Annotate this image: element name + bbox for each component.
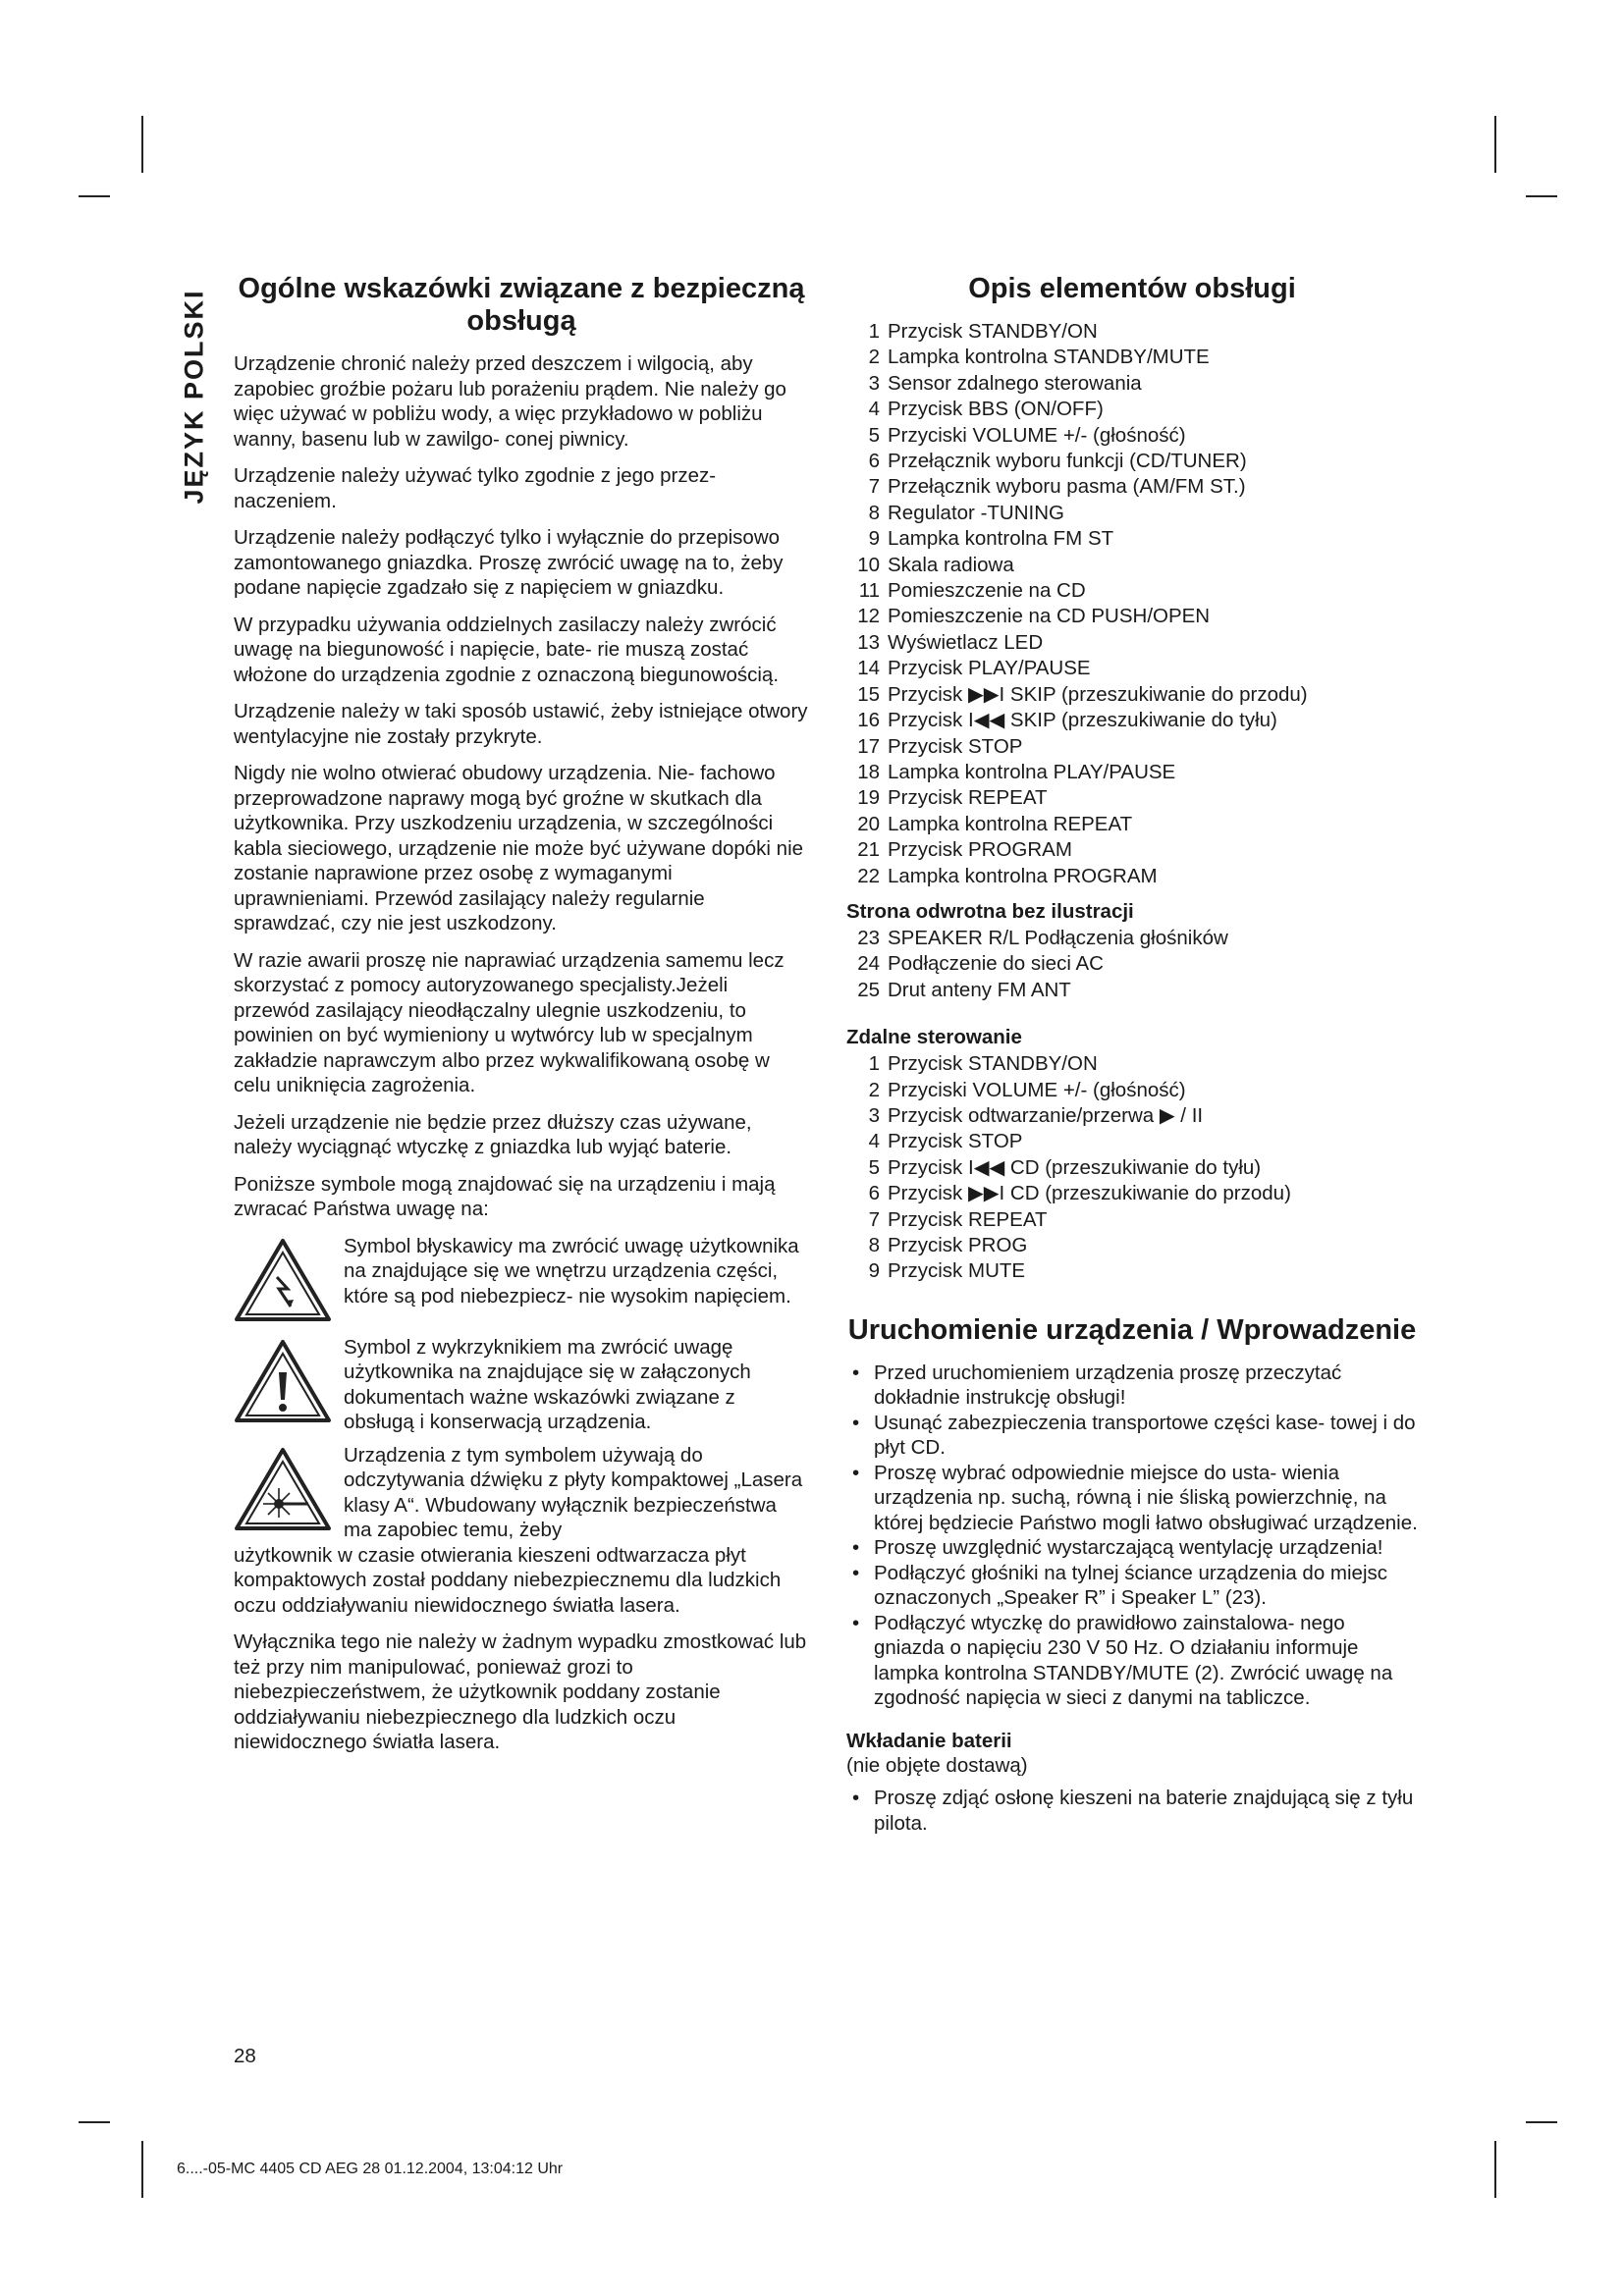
rear-item-text: SPEAKER R/L Podłączenia głośników xyxy=(888,926,1228,949)
remote-item xyxy=(846,1129,1418,1154)
control-item-text: Skala radiowa xyxy=(888,553,1014,576)
control-item-text: Przełącznik wyboru funkcji (CD/TUNER) xyxy=(888,450,1247,473)
remote-item-text: Przycisk PROG xyxy=(888,1234,1028,1256)
safety-paragraph: Urządzenie chronić należy przed deszczem i wilgocią, aby zapobiec groźbie pożaru lub porażeniu prądem. Nie należy go więc używać w pobliżu wody, a więc przykładowo w pobliżu wanny, basenu lub w zawilgo- conej piwnicy. xyxy=(234,352,786,451)
rear-item-number: 24 xyxy=(857,952,880,976)
remote-item-number: 5 xyxy=(868,1155,880,1179)
control-item xyxy=(846,734,1418,760)
remote-item-text: Przycisk REPEAT xyxy=(888,1207,1048,1231)
control-item-text: Regulator -TUNING xyxy=(888,501,1064,524)
control-item-text: Przycisk STANDBY/ON xyxy=(888,320,1098,343)
startup-list xyxy=(846,1361,1418,1711)
control-item xyxy=(846,785,1418,811)
control-item xyxy=(846,812,1418,837)
startup-item: • Podłączyć wtyczkę do prawidłowo zainstalowa- nego gniazda o napięciu 230 V 50 Hz. O działaniu informuje lampka kontrolna STANDBY/MUTE (2). Zwrócić uwagę na zgodność napięcia w sieci z danymi na tabliczce. xyxy=(846,1611,1418,1711)
remote-item xyxy=(846,1207,1418,1233)
remote-item-text: Przycisk STANDBY/ON xyxy=(888,1052,1098,1076)
control-item-text: Przełącznik wyboru pasma (AM/FM ST.) xyxy=(888,475,1246,499)
rear-item xyxy=(846,926,1418,951)
control-item-number: 1 xyxy=(868,320,880,343)
control-item-text: Pomieszczenie na CD xyxy=(888,579,1086,603)
page-number: 28 xyxy=(234,2045,256,2067)
control-item-text: Przycisk PLAY/PAUSE xyxy=(888,657,1091,680)
startup-item: • Przed uruchomieniem urządzenia proszę przeczytać dokładnie instrukcję obsługi! xyxy=(846,1361,1418,1411)
control-item-number: 15 xyxy=(857,682,880,706)
control-item-number: 12 xyxy=(857,605,880,628)
control-item xyxy=(846,501,1418,526)
control-item xyxy=(846,682,1418,708)
control-item-text: Lampka kontrolna REPEAT xyxy=(888,812,1133,835)
control-item xyxy=(846,474,1418,500)
remote-item-number: 7 xyxy=(868,1207,880,1231)
control-item-text: Wyświetlacz LED xyxy=(888,630,1044,654)
remote-item-text: Przycisk I◀◀ CD (przeszukiwanie do tyłu) xyxy=(888,1155,1262,1179)
remote-item xyxy=(846,1258,1418,1284)
control-item-text: Przycisk STOP xyxy=(888,734,1023,758)
symbol-laser-text-continued: użytkownik w czasie otwierania kieszeni odtwarzacza płyt kompaktowych został poddany niebezpiecznemu dla ludzkich oczu oddziaływaniu niewidocznego światła lasera. xyxy=(234,1543,782,1617)
control-item xyxy=(846,837,1418,863)
remote-list xyxy=(846,1051,1418,1285)
crop-mark xyxy=(79,2121,110,2123)
safety-paragraph: Jeżeli urządzenie nie będzie przez dłuższy czas używane, należy wyciągnąć wtyczkę z gniazdka lub wyjąć baterie. xyxy=(234,1110,752,1158)
startup-item: • Proszę uwzględnić wystarczającą wentylację urządzenia! xyxy=(846,1535,1418,1561)
control-item-number: 7 xyxy=(868,475,880,499)
safety-paragraph: Poniższe symbole mogą znajdować się na urządzeniu i mają zwracać Państwa uwagę na: xyxy=(234,1172,776,1220)
control-item xyxy=(846,604,1418,629)
rear-item-number: 23 xyxy=(857,926,880,949)
control-item-number: 4 xyxy=(868,398,880,421)
startup-item: • Podłączyć głośniki na tylnej ściance urządzenia do miejsc oznaczonych „Speaker R” i Speaker L” (23). xyxy=(846,1561,1418,1611)
control-item xyxy=(846,526,1418,552)
symbol-laser-text: Urządzenia z tym symbolem używają do odczytywania dźwięku z płyty kompaktowej „Lasera klasy A“. Wbudowany wyłącznik bezpieczeństwa ma zapobiec temu, żeby xyxy=(344,1443,803,1541)
safety-column xyxy=(234,273,809,1767)
remote-item-text: Przyciski VOLUME +/- (głośność) xyxy=(888,1078,1186,1101)
control-item-number: 8 xyxy=(868,501,880,524)
controls-list xyxy=(846,319,1418,889)
symbol-exclamation-text: Symbol z wykrzyknikiem ma zwrócić uwagę użytkownika na znajdujące się w załączonych dokumentach ważne wskazówki związane z obsługą i konserwacją urządzenia. xyxy=(344,1335,751,1433)
control-item xyxy=(846,578,1418,604)
rear-item xyxy=(846,951,1418,977)
control-item-text: Przycisk BBS (ON/OFF) xyxy=(888,398,1104,421)
control-item-text: Lampka kontrolna STANDBY/MUTE xyxy=(888,346,1210,369)
control-item-number: 2 xyxy=(868,346,880,369)
control-item-number: 22 xyxy=(857,864,880,887)
lightning-warning-icon xyxy=(234,1238,332,1327)
symbol-exclamation-row xyxy=(234,1335,809,1435)
crop-mark xyxy=(1526,195,1557,197)
crop-mark xyxy=(1494,116,1496,173)
control-item-text: Przycisk REPEAT xyxy=(888,786,1048,810)
control-item xyxy=(846,449,1418,474)
remote-item xyxy=(846,1233,1418,1258)
controls-title: Opis elementów obsługi xyxy=(968,273,1296,304)
symbol-lightning-row xyxy=(234,1234,809,1327)
control-item-number: 11 xyxy=(858,579,880,603)
print-footer: 6....-05-MC 4405 CD AEG 28 01.12.2004, 13:04:12 Uhr xyxy=(177,2161,564,2177)
control-item-number: 3 xyxy=(868,371,880,395)
crop-mark xyxy=(1526,2121,1557,2123)
control-item xyxy=(846,423,1418,449)
control-item xyxy=(846,760,1418,785)
control-item xyxy=(846,630,1418,656)
control-item-number: 13 xyxy=(857,630,880,654)
remote-item-text: Przycisk MUTE xyxy=(888,1259,1026,1283)
remote-item xyxy=(846,1181,1418,1206)
crop-mark xyxy=(79,195,110,197)
control-item-number: 20 xyxy=(857,812,880,835)
control-item xyxy=(846,864,1418,889)
control-item-number: 9 xyxy=(868,527,880,551)
safety-paragraph: W razie awarii proszę nie naprawiać urządzenia samemu lecz skorzystać z pomocy autoryzowanego specjalisty.Jeżeli przewód zasilający nieodłączalny ulegnie uszkodzeniu, to powinien on być wymieniony u wytwórcy lub w specjalnym zakładzie naprawczym albo przez wykwalifikowaną osobę w celu uniknięcia zagrożenia. xyxy=(234,948,785,1096)
battery-list xyxy=(846,1786,1418,1836)
control-item-text: Lampka kontrolna PROGRAM xyxy=(888,864,1158,887)
controls-column xyxy=(846,273,1418,1845)
control-item-text: Przycisk PROGRAM xyxy=(888,838,1072,862)
safety-paragraph: Urządzenie należy w taki sposób ustawić, żeby istniejące otwory wentylacyjne nie zostały przykryte. xyxy=(234,700,808,748)
control-item xyxy=(846,553,1418,578)
control-item-text: Lampka kontrolna PLAY/PAUSE xyxy=(888,760,1176,783)
rear-heading: Strona odwrotna bez ilustracji xyxy=(846,899,1134,923)
control-item-number: 16 xyxy=(857,709,880,732)
language-side-tab xyxy=(167,269,222,524)
control-item xyxy=(846,345,1418,370)
rear-item-number: 25 xyxy=(857,978,880,1001)
startup-title: Uruchomienie urządzenia / Wprowadzenie xyxy=(847,1313,1417,1346)
control-item xyxy=(846,708,1418,733)
remote-item-text: Przycisk STOP xyxy=(888,1130,1023,1153)
startup-item: • Proszę wybrać odpowiednie miejsce do usta- wienia urządzenia np. suchą, równą i nie śliską powierzchnię, na której będziecie Państwo mogli łatwo obsługiwać urządzenie. xyxy=(846,1461,1418,1536)
control-item-text: Lampka kontrolna FM ST xyxy=(888,527,1114,551)
remote-heading: Zdalne sterowanie xyxy=(846,1026,1022,1049)
safety-paragraph: W przypadku używania oddzielnych zasilaczy należy zwrócić uwagę na biegunowość i napięcie, bate- rie muszą zostać włożone do urządzenia zgodnie z oznaczoną biegunowością. xyxy=(234,613,780,686)
control-item-text: Przyciski VOLUME +/- (głośność) xyxy=(888,423,1186,447)
rear-item-text: Drut anteny FM ANT xyxy=(888,978,1071,1001)
control-item-number: 18 xyxy=(857,760,880,783)
control-item-number: 5 xyxy=(868,423,880,447)
remote-item-number: 3 xyxy=(868,1103,880,1127)
control-item xyxy=(846,371,1418,397)
safety-paragraph: Urządzenie należy używać tylko zgodnie z jego przez- naczeniem. xyxy=(234,464,717,512)
control-item xyxy=(846,397,1418,422)
rear-item-text: Podłączenie do sieci AC xyxy=(888,952,1104,976)
remote-item xyxy=(846,1078,1418,1103)
crop-mark xyxy=(1494,2141,1496,2198)
control-item-number: 10 xyxy=(857,553,880,576)
remote-item-number: 2 xyxy=(868,1078,880,1101)
remote-item-number: 6 xyxy=(868,1182,880,1205)
battery-heading: Wkładanie baterii xyxy=(846,1729,1012,1752)
safety-paragraph: Wyłącznika tego nie należy w żadnym wypadku zmostkować lub też przy nim manipulować, ponieważ grozi to niebezpieczeństwem, że użytkownik poddany zostanie oddziaływaniu niebezpiecznego dla ludzkich oczu niewidocznego światła lasera. xyxy=(234,1630,807,1753)
symbol-laser-row xyxy=(234,1443,809,1543)
remote-item xyxy=(846,1103,1418,1129)
rear-list xyxy=(846,926,1418,1003)
control-item-text: Przycisk I◀◀ SKIP (przeszukiwanie do tyłu) xyxy=(888,709,1277,732)
control-item-number: 14 xyxy=(857,657,880,680)
remote-item-number: 4 xyxy=(868,1130,880,1153)
safety-paragraph: Nigdy nie wolno otwierać obudowy urządzenia. Nie- fachowo przeprowadzone naprawy mogą być groźne w skutkach dla użytkownika. Przy uszkodzeniu urządzenia, w szczególności kabla sieciowego, urządzenie nie może być używane dopóki nie zostanie naprawione przez osobę z wymaganymi uprawnieniami. Przewód zasilający należy regularnie sprawdzać, czy nie jest uszkodzony. xyxy=(234,762,804,934)
rear-item xyxy=(846,978,1418,1003)
laser-warning-icon xyxy=(234,1447,332,1536)
control-item-text: Pomieszczenie na CD PUSH/OPEN xyxy=(888,605,1211,628)
battery-item: • Proszę zdjąć osłonę kieszeni na baterie znajdującą się z tyłu pilota. xyxy=(846,1786,1418,1836)
control-item-number: 21 xyxy=(857,838,880,862)
control-item-text: Przycisk ▶▶I SKIP (przeszukiwanie do przodu) xyxy=(888,682,1308,706)
safety-paragraph: Urządzenie należy podłączyć tylko i wyłącznie do przepisowo zamontowanego gniazdka. Proszę zwrócić uwagę na to, żeby podane napięcie zgadzało się z napięciem w gniazdku. xyxy=(234,526,784,599)
symbol-lightning-text: Symbol błyskawicy ma zwrócić uwagę użytkownika na znajdujące się we wnętrzu urządzenia części, które są pod niebezpiecz- nie wysokim napięciem. xyxy=(344,1234,799,1308)
startup-item: • Usunąć zabezpieczenia transportowe części kase- towej i do płyt CD. xyxy=(846,1411,1418,1461)
remote-item xyxy=(846,1051,1418,1077)
control-item-text: Sensor zdalnego sterowania xyxy=(888,371,1142,395)
control-item-number: 19 xyxy=(857,786,880,810)
control-item-number: 17 xyxy=(857,734,880,758)
remote-item-text: Przycisk ▶▶I CD (przeszukiwanie do przodu) xyxy=(888,1182,1291,1205)
remote-item-number: 1 xyxy=(868,1052,880,1076)
control-item-number: 6 xyxy=(868,450,880,473)
remote-item xyxy=(846,1155,1418,1181)
safety-title: Ogólne wskazówki związane z bezpieczną obsługą xyxy=(238,273,805,337)
battery-note: (nie objęte dostawą) xyxy=(846,1753,1028,1777)
remote-item-number: 9 xyxy=(868,1259,880,1283)
control-item xyxy=(846,656,1418,681)
crop-mark xyxy=(141,2141,143,2198)
language-label: JĘZYK POLSKI xyxy=(179,289,209,505)
control-item xyxy=(846,319,1418,345)
remote-item-number: 8 xyxy=(868,1234,880,1256)
exclamation-warning-icon xyxy=(234,1339,332,1428)
remote-item-text: Przycisk odtwarzanie/przerwa ▶ / II xyxy=(888,1103,1204,1127)
crop-mark xyxy=(141,116,143,173)
